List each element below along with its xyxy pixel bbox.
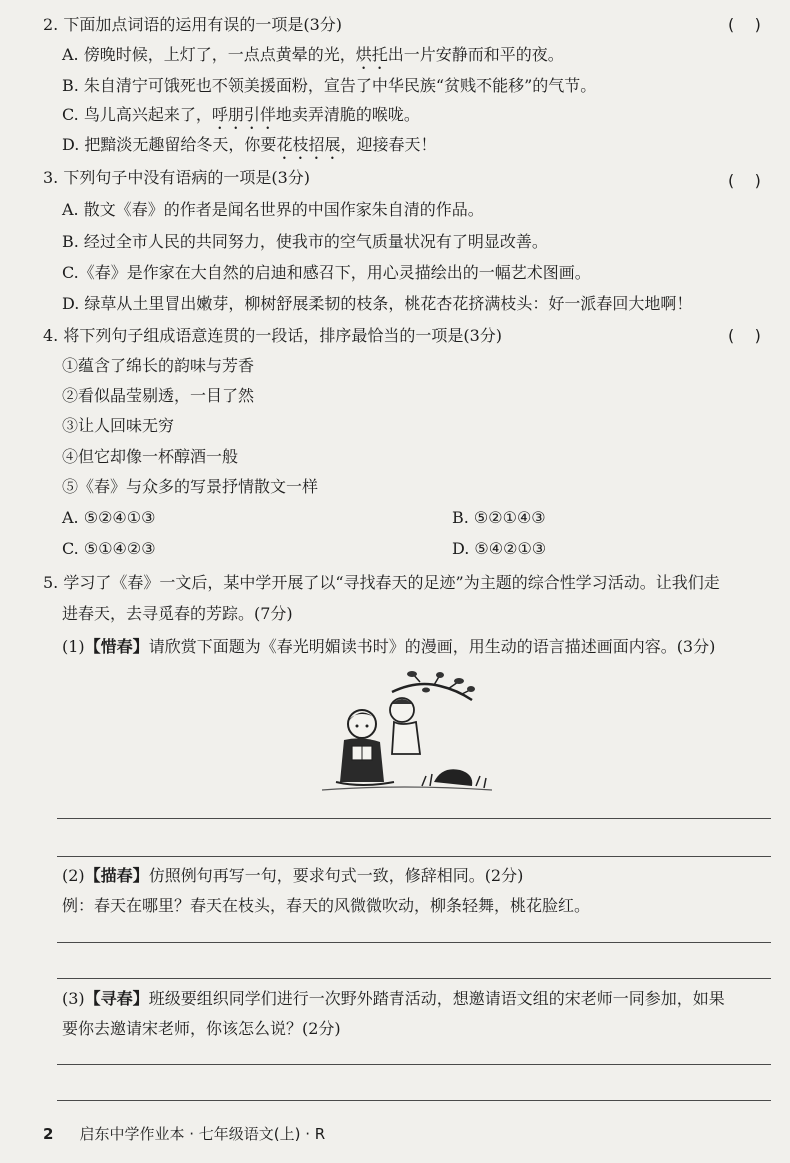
q4-answer-paren[interactable]: ( ) [728, 326, 761, 345]
q3-option-b: B. 经过全市人民的共同努力，使我市的空气质量状况有了明显改善。 [62, 232, 548, 251]
q2-option-c: C. 鸟儿高兴起来了，呼朋引伴地卖弄清脆的喉咙。 [62, 105, 420, 124]
q5-part2: (2)【描春】仿照例句再写一句，要求句式一致，修辞相同。(2分) [62, 866, 524, 885]
answer-line-1b[interactable] [57, 856, 771, 857]
answer-line-2b[interactable] [57, 978, 771, 979]
page-footer [43, 1124, 325, 1144]
q2-option-a: A. 傍晚时候，上灯了，一点点黄晕的光，烘托出一片安静而和平的夜。 [62, 45, 564, 64]
q4-option-a: A. ⑤②④①③ [62, 508, 156, 527]
q2-d-dotted-word: 花枝招展 [276, 135, 341, 154]
q2-stem: 2. 下面加点词语的运用有误的一项是(3分) [43, 15, 343, 34]
q2-c-dotted-word: 呼朋引伴 [211, 105, 276, 124]
q2-option-d: D. 把黯淡无趣留给冬天，你要花枝招展，迎接春天！ [62, 135, 437, 154]
q3-stem: 3. 下列句子中没有语病的一项是(3分) [43, 168, 311, 187]
page-number: 2 [43, 1125, 54, 1143]
q4-option-c: C. ⑤①④②③ [62, 539, 156, 558]
q5-part2-tag: 【描春】 [84, 866, 149, 885]
q5-stem-line2: 进春天，去寻觅春的芳踪。(7分) [62, 604, 293, 623]
q5-part2-example: 例：春天在哪里？春天在枝头，春天的风微微吹动，柳条轻舞，桃花脸红。 [62, 896, 591, 915]
q5-part1: (1)【惜春】请欣赏下面题为《春光明媚读书时》的漫画，用生动的语言描述画面内容。(3分) [62, 637, 716, 656]
answer-line-1a[interactable] [57, 818, 771, 819]
q3-option-a: A. 散文《春》的作者是闻名世界的中国作家朱自清的作品。 [62, 200, 484, 219]
q2-answer-paren[interactable]: ( ) [728, 15, 761, 34]
answer-line-3b[interactable] [57, 1100, 771, 1101]
q4-sentence-5: ⑤《春》与众多的写景抒情散文一样 [62, 477, 319, 496]
q4-sentence-3: ③让人回味无穷 [62, 416, 175, 435]
q3-answer-paren[interactable]: ( ) [728, 171, 761, 190]
cartoon-reading-in-spring-illustration [322, 670, 492, 796]
answer-line-3a[interactable] [57, 1064, 771, 1065]
q4-option-b: B. ⑤②①④③ [452, 508, 546, 527]
q4-sentence-2: ②看似晶莹剔透，一目了然 [62, 386, 255, 405]
q2-a-dotted-word: 烘托 [355, 45, 388, 64]
q5-part1-tag: 【惜春】 [84, 637, 149, 656]
answer-line-2a[interactable] [57, 942, 771, 943]
q5-part3-line2: 要你去邀请宋老师，你该怎么说？(2分) [62, 1019, 341, 1038]
q5-stem-line1: 5. 学习了《春》一文后，某中学开展了以“寻找春天的足迹”为主题的综合性学习活动。让我们走 [43, 573, 720, 592]
q5-part3-tag: 【寻春】 [84, 989, 149, 1008]
q3-option-c: C.《春》是作家在大自然的启迪和感召下，用心灵描绘出的一幅艺术图画。 [62, 263, 591, 282]
q5-part3-line1: (3)【寻春】班级要组织同学们进行一次野外踏青活动，想邀请语文组的宋老师一同参加，如果 [62, 989, 725, 1008]
book-title: 启东中学作业本 · 七年级语文(上) · R [79, 1125, 326, 1143]
q4-sentence-1: ①蕴含了绵长的韵味与芳香 [62, 356, 255, 375]
q4-stem: 4. 将下列句子组成语意连贯的一段话，排序最恰当的一项是(3分) [43, 326, 503, 345]
q4-option-d: D. ⑤④②①③ [452, 539, 547, 558]
q4-sentence-4: ④但它却像一杯醇酒一般 [62, 447, 239, 466]
q3-option-d: D. 绿草从土里冒出嫩芽，柳树舒展柔韧的枝条，桃花杏花挤满枝头：好一派春回大地啊！ [62, 294, 693, 313]
q2-option-b: B. 朱自清宁可饿死也不领美援面粉，宣告了中华民族“贫贱不能移”的气节。 [62, 76, 597, 95]
